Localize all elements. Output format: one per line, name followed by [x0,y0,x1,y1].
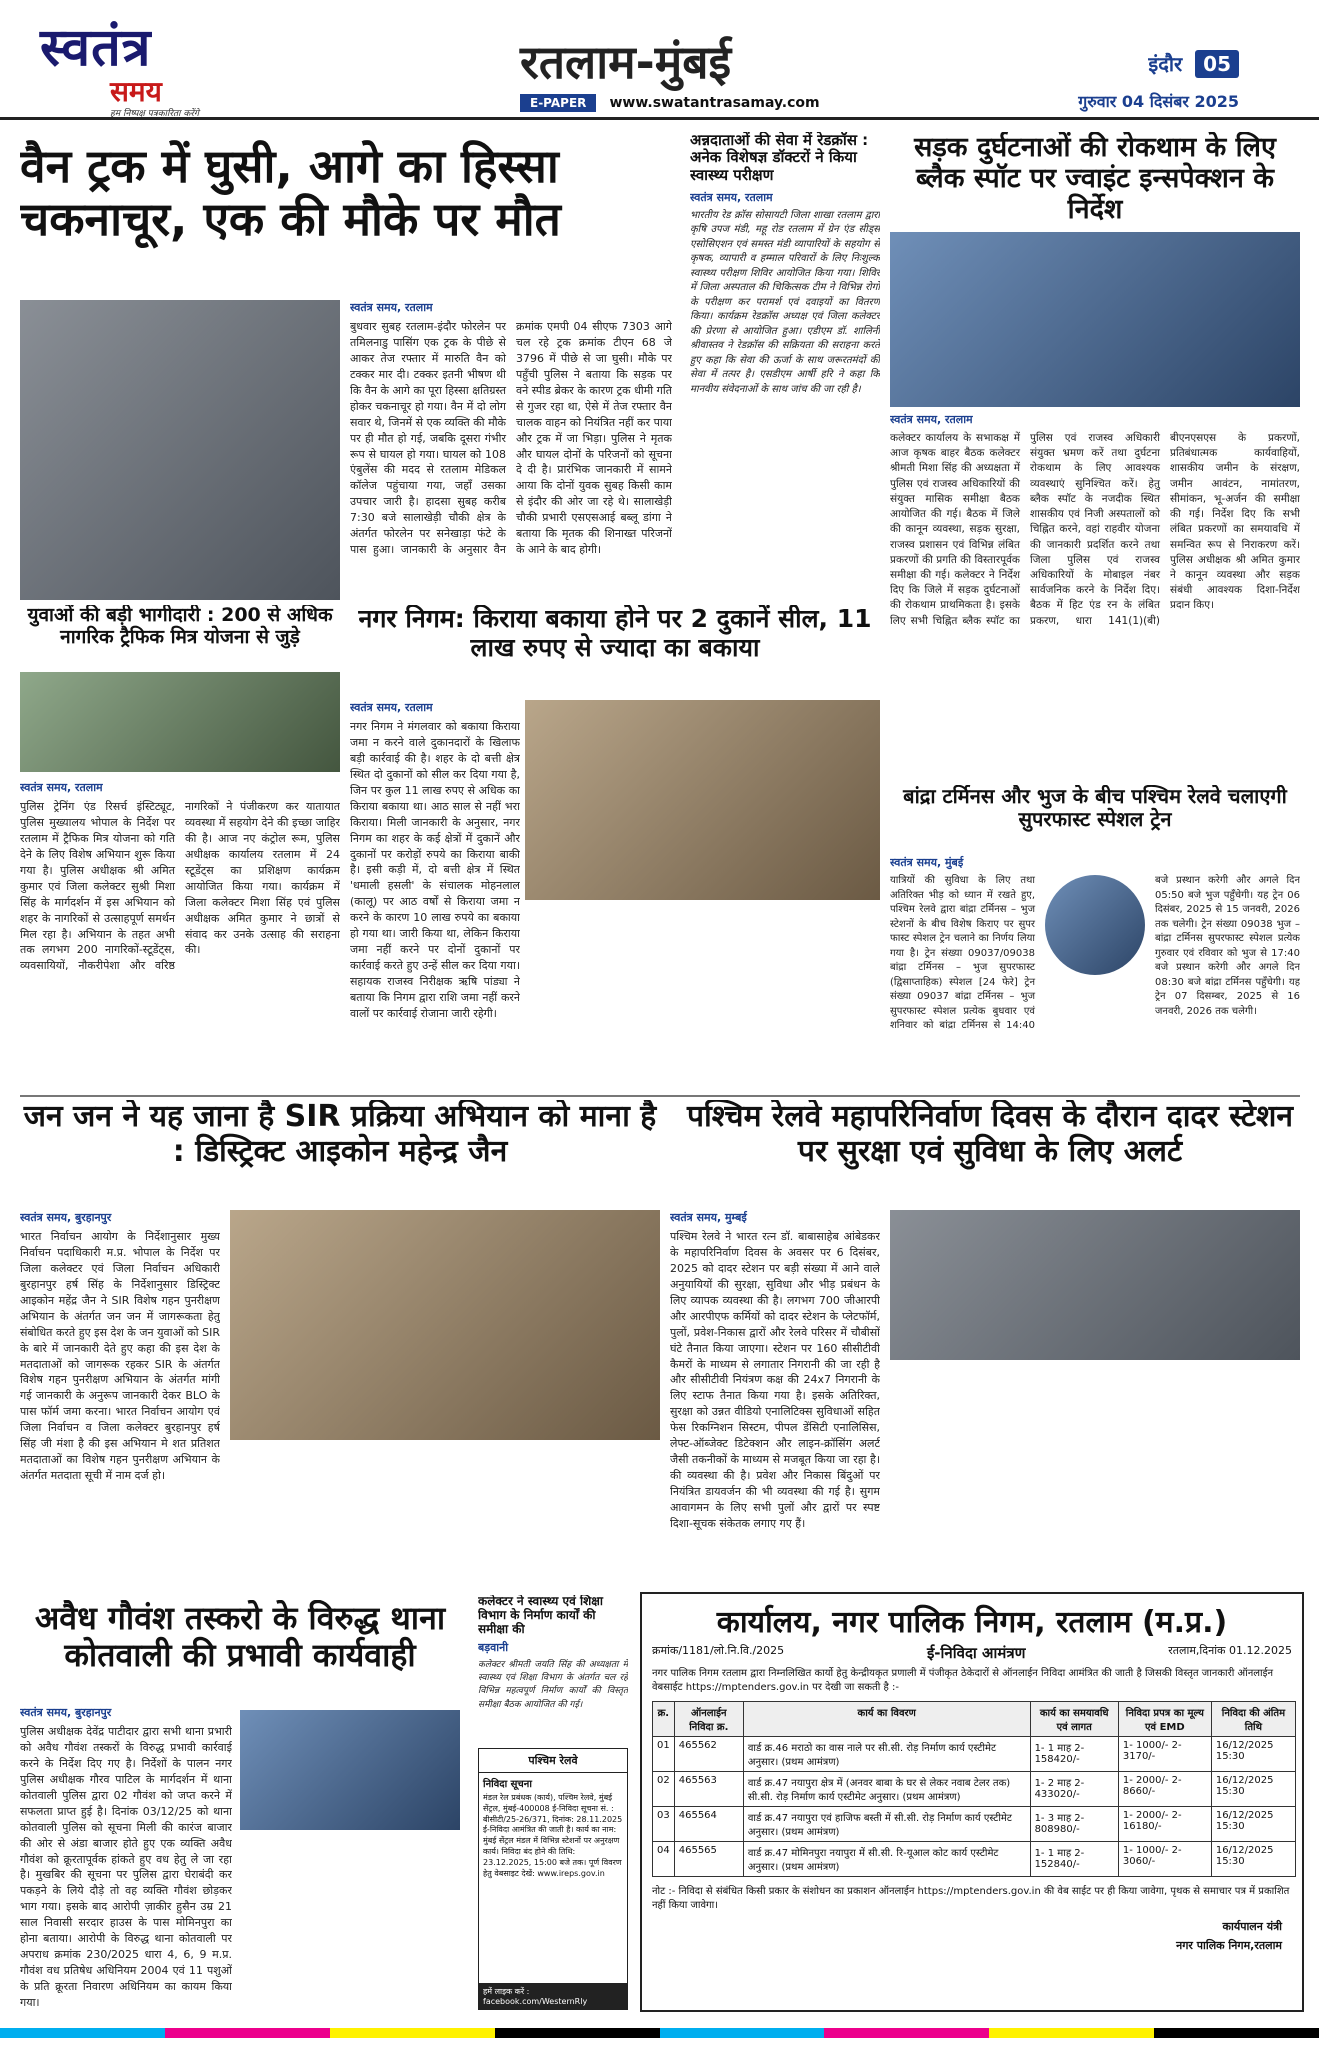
story-van-photo [20,300,340,600]
story-van-body: बुधवार सुबह रतलाम-इंदौर फोरलेन पर तमिलनाडु पासिंग एक ट्रक के पीछे से आकर तेज रफ्तार में मारुति वैन को टक्कर मार दी। टक्कर इतनी भीषण थी कि वैन के आगे का पूरा हिस्सा क्षतिग्रस्त होकर चकनाचूर हो गया। वैन में दो लोग सवार थे, जिनमें से एक व्यक्ति की मौके पर ही मौत हो गई, जबकि दूसरा गंभीर रूप से घायल हो गया। घायल को 108 एंबुलेंस की मदद से रतलाम मेडिकल कॉलेज पहुंचाया गया, जहाँ उसका उपचार जारी है। हादसा सुबह करीब 7:30 बजे सालाखेड़ी चौकी क्षेत्र के अंतर्गत फोरलेन पर सनेखाड़ा फंटे के पास हुआ। जानकारी के अनुसार वैन क्रमांक एमपी 04 सीएफ 7303 आगे चल रहे ट्रक क्रमांक टीएन 68 जे 3796 में पीछे से जा घुसी। मौके पर पहुँची पुलिस ने बताया कि सड़क पर वने स्पीड ब्रेकर के कारण ट्रक धीमी गति से गुजर रहा था, ऐसे में तेज रफ्तार वैन चालक वाहन को नियंत्रित नहीं कर पाया और ट्रक में जा भिड़ा। पुलिस ने मृतक और घायल दोनों के परिजनों को सूचना दे दी है। प्रारंभिक जानकारी में सामने आया कि दोनों युवक सुबह किसी काम से इंदौर की ओर जा रहे थे। सालाखेड़ी चौकी प्रभारी एसएसआई बब्लू डांगा ने बताया कि मृतक की शिनाख्त परिजनों के आने के बाद होगी। [350,320,672,557]
ad-body: मंडल रेल प्रबंधक (कार्य), पश्चिम रेलवे, मुंबई सेंट्रल, मुंबई-400008 ई-निविदा सूचना सं. : बीसीटी/25-26/371, दिनांक: 28.11.2025 ई-निविदा आमंत्रित की जाती है। कार्य का नाम: मुंबई सेंट्रल मंडल में विभिन्न स्टेशनों पर अनुरक्षण कार्य। निविदा बंद होने की तिथि: 23.12.2025, 15:00 बजे तक। पूर्ण विवरण हेतु वेबसाइट देखें: www.ireps.gov.in [483,1793,623,1878]
story-bandra-byline: स्वतंत्र समय, मुंबई [890,856,964,869]
story-dadar-headline: पश्चिम रेलवे महापरिनिर्वाण दिवस के दौरान दादर स्टेशन पर सुरक्षा एवं सुविधा के लिए अलर्ट [686,1100,1294,1169]
publication-date: गुरुवार 04 दिसंबर 2025 [1078,92,1239,111]
table-cell: 465563 [674,1772,743,1807]
story-gauvansh-photo [240,1710,460,1830]
header-cell: कार्य का समयावधि एवं लागत [1030,1702,1118,1737]
ad-footer[interactable]: हमें लाइक करें : facebook.com/WesternRly [479,1983,627,2009]
story-gauvansh-body: पुलिस अधीक्षक देवेंद्र पाटीदार द्वारा सभी थाना प्रभारी को अवैध गौवंश तस्करों के विरुद्ध प्रभावी कार्रवाई करने के निर्देश दिए गए है। निर्देशों के पालन नगर पुलिस अधीक्षक गौरव पाटिल के मार्गदर्शन में थाना कोतवाली पुलिस द्वारा 02 गौवंश को जप्त करने में सफलता प्राप्त हुई है। दिनांक 03/12/25 को थाना कोतवाली पुलिस को सूचना मिली की कारंज बाजार की ओर से अंडा बाजार होते हुए एक व्यक्ति अवैध गौवंश को क्रूरतापूर्वक हांकते हुए वध हेतु ले जा रहा है। मुखबिर की सूचना पर पुलिस द्वारा घेराबंदी कर पकड़ने के लिये दौड़े तो वह व्यक्ति गौवंश छोड़कर भाग गया। इसके बाद आरोपी ज़ाकीर हुसैन उम्र 21 साल निवासी सरदार हाउस के पास मोमिनपुरा का होना बताया। आरोपी के विरुद्ध थाना कोतवाली पर अपराध क्रमांक 230/2025 धारा 4, 6, 9 म.प्र. गौवंश वध प्रतिषेध अधिनियम 2004 एवं 11 पशुओं के प्रति क्रूरता निवारण अधिनियम का कायम किया गया। [20,1725,232,2009]
story-blackspot-headline: सड़क दुर्घटनाओं की रोकथाम के लिए ब्लैक स्पॉट पर ज्वाइंट इन्सपेक्शन के निर्देश [914,132,1276,226]
table-cell: 465564 [674,1807,743,1842]
story-dadar-body: पश्चिम रेलवे ने भारत रत्न डॉ. बाबासाहेब आंबेडकर के महापरिनिर्वाण दिवस के अवसर पर 6 दिसंबर, 2025 को दादर स्टेशन पर बड़ी संख्या में आने वाले अनुयायियों की सुरक्षा, सुविधा और भीड़ प्रबंधन के लिए व्यापक व्यवस्था की है। लगभग 700 जीआरपी और आरपीएफ कर्मियों को दादर स्टेशन के प्लेटफॉर्म, पुलों, प्रवेश-निकास द्वारों और रेलवे परिसर में चौबीसों घंटे तैनात किया जाएगा। स्टेशन पर 160 सीसीटीवी कैमरों के माध्यम से लगातार निगरानी की जा रही है और सीसीटीवी नियंत्रण कक्ष की 24x7 निगरानी के लिए स्टाफ तैनात किया गया है। इसके अतिरिक्त, सुरक्षा को उन्नत वीडियो एनालिटिक्स सुविधाओं सहित फेस रिकग्निशन सिस्टम, पीपल डेंसिटी एनालिसिस, लेफ्ट-ऑब्जेक्ट डिटेक्शन और लाइन-क्रॉसिंग अलर्ट जैसी तकनीकों के माध्यम से मजबूत किया जा रहा है। की व्यवस्था की है। प्रवेश और निकास बिंदुओं पर नियंत्रित डायवर्जन की भी व्यवस्था की गई है। सुगम आवागमन के लिए सभी पुलों और द्वारों पर स्पष्ट दिशा-सूचक संकेतक लगाए गए हैं। [670,1230,880,1530]
table-cell: वार्ड क्र.46 मराठो का वास नाले पर सी.सी. रोड़ निर्माण कार्य एस्टीमेट अनुसार। (प्रथम आमंत्रण) [743,1737,1030,1772]
header-cell: निविदा की अंतिम तिथि [1211,1702,1295,1737]
story-collector [478,1595,628,1745]
header-cell: क्र. [653,1702,675,1737]
story-blackspot-text [890,412,1300,767]
story-traffic-text [20,780,340,1100]
story-blackspot-photo [890,232,1300,407]
story-nagar-body: नगर निगम ने मंगलवार को बकाया किराया जमा न करने वाले दुकानदारों के खिलाफ बड़ी कार्रवाई की है। शहर के दो बत्ती क्षेत्र स्थित दो दुकानों को सील कर दिया गया है, जिन पर कुल 11 लाख रुपए से अधिक का किराया बकाया था। आठ साल से नहीं भरा किराया। मिली जानकारी के अनुसार, नगर निगम का शहर के कई क्षेत्रों में दुकानें और दुकानों पर करोड़ों रुपये का किराया बाकी है। इसी कड़ी में, दो बत्ती क्षेत्र में स्थित 'धमाली हसली' के संचालक मोहनलाल (कालू) पर आठ वर्षों से किराया जमा न करने के कारण 10 लाख रुपये का बकाया हो गया था। जारी किया था, लेकिन किराया जमा नहीं करने पर दोनों दुकानों पर कार्रवाई करते हुए उन्हें सील कर दिया गया। सहायक राजस्व निरीक्षक ऋषि पांड्या ने बताया कि निगम द्वारा राशि जमा नहीं करने वालों पर कार्रवाई रोजाना जारी रहेगी। [350,720,520,1020]
story-health-byline: स्वतंत्र समय, रतलाम [690,190,773,204]
story-nagar-text [350,700,520,1100]
color-swatch [330,2028,495,2038]
story-dadar-photo [890,1210,1300,1360]
story-dadar-text [670,1210,880,1590]
table-cell: 1- 1 माह 2- 158420/- [1030,1737,1118,1772]
story-dadar-byline: स्वतंत्र समय, मुम्बई [670,1211,747,1224]
story-health-headline: अन्नदाताओं की सेवा में रेडक्रॉस : अनेक विशेषज्ञ डॉक्टरों ने किया स्वास्थ्य परीक्षण [690,132,869,184]
story-nagar-headline: नगर निगम: किराया बकाया होने पर 2 दुकानें सील, 11 लाख रुपए से ज्यादा का बकाया [358,605,872,662]
tender-meta [642,1641,1302,1665]
story-collector-headline: कलेक्टर ने स्वास्थ्य एवं शिक्षा विभाग के निर्माण कार्यों की समीक्षा की [478,1595,603,1636]
section-divider [20,1095,1300,1097]
table-cell: 03 [653,1807,675,1842]
masthead [0,0,1319,120]
story-gauvansh [20,1600,460,1700]
story-sir-byline: स्वतंत्र समय, बुरहानपुर [20,1211,112,1224]
color-swatch [824,2028,989,2038]
tender-title: कार्यालय, नगर पालिक निगम, रतलाम (म.प्र.) [716,1605,1228,1640]
table-cell: 1- 2000/- 2- 16180/- [1118,1807,1211,1842]
header-cell: ऑनलाईन निविदा क्र. [674,1702,743,1737]
tender-sign-office: नगर पालिक निगम,रतलाम [1176,1939,1282,1952]
table-cell: वार्ड क्र.47 नयापुरा एवं हाजिफ बस्ती में सी.सी. रोड़ निर्माण कार्य एस्टीमेट अनुसार। (प्रथम आमंत्रण) [743,1807,1030,1842]
story-nagar [350,605,880,695]
table-row [653,1737,1296,1772]
story-traffic-headline: युवाओं की बड़ी भागीदारी : 200 से अधिक नागरिक ट्रैफिक मित्र योजना से जुड़े [27,605,333,648]
tender-sign-title: कार्यपालन यंत्री [1222,1920,1282,1933]
city-label [1148,50,1239,78]
story-sir [20,1100,660,1210]
table-cell: 1- 3 माह 2- 808980/- [1030,1807,1118,1842]
table-cell: 1- 1000/- 2- 3170/- [1118,1737,1211,1772]
tender-notice [640,1592,1304,2012]
table-row [653,1807,1296,1842]
table-cell: 1- 2000/- 2- 8660/- [1118,1772,1211,1807]
story-collector-byline: बड़वानी [478,1641,509,1655]
tender-type: ई-निविदा आमंत्रण [926,1644,1026,1662]
story-sir-photo [230,1210,660,1440]
header-cell: निविदा प्रपत्र का मूल्य एवं EMD [1118,1702,1211,1737]
tender-table [652,1701,1296,1877]
story-van-text [350,300,672,600]
story-health [690,132,880,612]
story-sir-text [20,1210,220,1590]
story-van-headline: वैन ट्रक में घुसी, आगे का हिस्सा चकनाचूर, एक की मौके पर मौत [20,140,561,246]
story-blackspot-body: कलेक्टर कार्यालय के सभाकक्ष में आज कृषक बाहर बैठक कलेक्टर श्रीमती मिशा सिंह की अध्यक्षता में पुलिस एवं राजस्व अधिकारियों की संयुक्त मासिक समीक्षा बैठक आयोजित की गई। बैठक में जिले की कानून व्यवस्था, सड़क सुरक्षा, राजस्व प्रशासन एवं विभिन्न लंबित प्रकरणों की प्रगति की विस्तारपूर्वक समीक्षा की गई। कलेक्टर ने निर्देश दिए कि जिले में सड़क दुर्घटनाओं की रोकथाम प्राथमिकता है। इसके लिए सभी चिह्नित ब्लैक स्पॉट का पुलिस एवं राजस्व अधिकारी संयुक्त भ्रमण करें तथा दुर्घटना रोकथाम के लिए आवश्यक व्यवस्थाएं सुनिश्चित करें। हेतु ब्लैक स्पॉट के नजदीक स्थित शासकीय एवं निजी अस्पतालों को चिह्नित करने, वहां राहवीर योजना की जानकारी प्रदर्शित करने तथा जिला पुलिस एवं राजस्व अधिकारियों के मोबाइल नंबर सार्वजनिक करने के निर्देश दिए। बैठक में हिट एंड रन के लंबित प्रकरण, धारा 141(1)(बी) बीएनएसएस के प्रकरणों, प्रतिबंधात्मक कार्यवाहियों, शासकीय जमीन के संरक्षण, जमीन आवंटन, नामांतरण, सीमांकन, भू-अर्जन की समीक्षा की गई। निर्देश दिए कि सभी लंबित प्रकरणों का समयावधि में समन्वित रूप से निराकरण करें। पुलिस अधीक्षक श्री अमित कुमार ने कानून व्यवस्था और सड़क संबंधी आवश्यक दिशा-निर्देश प्रदान किए। [890,432,1300,627]
table-cell: 04 [653,1842,675,1877]
print-color-strip [0,2028,1319,2038]
story-gauvansh-text [20,1705,232,2015]
western-railway-ad [478,1748,628,2010]
story-traffic-byline: स्वतंत्र समय, रतलाम [20,781,103,794]
table-cell: 01 [653,1737,675,1772]
story-van-byline: स्वतंत्र समय, रतलाम [350,301,433,314]
story-bandra [890,785,1300,855]
color-swatch [989,2028,1154,2038]
header-cell: कार्य का विवरण [743,1702,1030,1737]
table-cell: वार्ड क्र.47 नयापुरा क्षेत्र में (अनवर बाबा के घर से लेकर नवाब टेलर तक) सी.सी. रोड़ निर्माण कार्य एस्टीमेट अनुसार। (प्रथम आमंत्रण) [743,1772,1030,1807]
newspaper-logo [40,18,260,119]
logo-tagline: हम निष्पक्ष पत्रकारिता करेंगे [110,109,199,119]
tender-intro: नगर पालिक निगम रतलाम द्वारा निम्नलिखित कार्यो हेतु केन्द्रीयकृत प्रणाली में पंजीकृत ठेकेदारों से ऑनलाईन निविदा आमंत्रित की जाती है जिसकी विस्तृत जानकारी ऑनलाईन वेबसाईट https://mptenders.gov.in पर देखी जा सकती है :- [652,1668,1274,1693]
story-blackspot-byline: स्वतंत्र समय, रतलाम [890,413,973,426]
story-collector-body: कलेक्टर श्रीमती जयति सिंह की अध्यक्षता में स्वास्थ्य एवं शिक्षा विभाग के अंतर्गत चल रहे विभिन्न महत्वपूर्ण निर्माण कार्यों की विस्तृत समीक्षा बैठक आयोजित की गई। [478,1660,628,1710]
table-cell: 16/12/2025 15:30 [1211,1772,1295,1807]
tender-place-date: रतलाम,दिनांक 01.12.2025 [1168,1644,1292,1657]
ad-subtitle: निविदा सूचना [483,1779,532,1790]
story-nagar-photo [525,700,880,900]
tender-ref: क्रमांक/1181/लो.नि.वि./2025 [652,1644,785,1657]
table-cell: 16/12/2025 15:30 [1211,1807,1295,1842]
page-number: 05 [1195,50,1239,78]
table-cell: 02 [653,1772,675,1807]
color-swatch [495,2028,660,2038]
story-bandra-headline: बांद्रा टर्मिनस और भुज के बीच पश्चिम रेलवे चलाएगी सुपरफास्ट स्पेशल ट्रेन [903,785,1287,831]
city-name: इंदौर [1148,52,1183,76]
story-traffic [20,605,340,675]
story-health-body: भारतीय रेड क्रॉस सोसायटी जिला शाखा रतलाम द्वारा कृषि उपज मंडी, महू रोड रतलाम में ग्रेन एंड सीड्स एसोसिएशन एवं समस्त मंडी व्यापारियों के सहयोग से कृषक, व्यापारी व हम्माल परिवारों के लिए निःशुल्क स्वास्थ्य परीक्षण शिविर आयोजित किया गया। शिविर में जिला अस्पताल की चिकित्सक टीम ने विभिन्न रोगों के परीक्षण कर परामर्श एवं दवाइयों का वितरण किया। कार्यक्रम रेडक्रॉस अध्यक्ष एवं जिला कलेक्टर की प्रेरणा से आयोजित हुआ। एडीएम डॉ. शालिनी श्रीवास्तव ने रेडक्रॉस की सक्रियता की सराहना करते हुए कहा कि सेवा की ऊर्जा के साथ जरूरतमंदों की सेवा में तत्पर है। एसडीएम आर्षी हरि ने कहा कि मानवीय संवेदनाओं के साथ जांच की जा रही है। [690,209,880,395]
table-cell: 16/12/2025 15:30 [1211,1737,1295,1772]
table-cell: वार्ड क्र.47 मोमिनपुरा नयापुरा में सी.सी. रि-यूआल कोट कार्य एस्टीमेट अनुसार। (प्रथम आमंत्रण) [743,1842,1030,1877]
story-gauvansh-byline: स्वतंत्र समय, बुरहानपुर [20,1706,112,1719]
story-traffic-body: पुलिस ट्रेनिंग एंड रिसर्च इंस्टिट्यूट, पुलिस मुख्यालय भोपाल के निर्देश पर रतलाम में ट्रैफिक मित्र योजना को गति देने के लिए विशेष अभियान शुरू किया गया है। पुलिस अधीक्षक श्री अमित कुमार एवं जिला कलेक्टर सुश्री मिशा सिंह के मार्गदर्शन में इस अभियान को शहर के नागरिकों से उत्साहपूर्ण समर्थन मिल रहा है। अभियान के तहत अभी तक लगभग 200 नागरिकों-स्टूडेंट्स, व्यवसायियों, नौकरीपेशा और वरिष्ठ नागरिकों ने पंजीकरण कर यातायात व्यवस्था में सहयोग देने की इच्छा जाहिर की है। आज नए कंट्रोल रूम, पुलिस अधीक्षक कार्यालय रतलाम में 24 स्टूडेंट्स का प्रशिक्षण कार्यक्रम आयोजित किया गया। कार्यक्रम में जिला कलेक्टर मिशा सिंह एवं पुलिस अधीक्षक अमित कुमार ने छात्रों से संवाद कर उनके उत्साह की सराहना की। [20,800,340,973]
table-cell: 465565 [674,1842,743,1877]
color-swatch [0,2028,165,2038]
color-swatch [660,2028,825,2038]
table-cell: 1- 1000/- 2- 3060/- [1118,1842,1211,1877]
color-swatch [1154,2028,1319,2038]
color-swatch [165,2028,330,2038]
story-dadar [670,1100,1310,1210]
tender-table-header [653,1702,1296,1737]
story-bandra-text [890,855,1300,1105]
epaper-bar [520,92,940,112]
story-sir-headline: जन जन ने यह जाना है SIR प्रक्रिया अभियान को माना है : डिस्ट्रिक्ट आइकोन महेन्द्र जैन [23,1100,657,1169]
logo-main-text: स्वतंत्र [40,18,152,78]
epaper-url[interactable]: www.swatantrasamay.com [609,95,820,111]
story-nagar-byline: स्वतंत्र समय, रतलाम [350,701,433,714]
table-row [653,1842,1296,1877]
story-sir-body: भारत निर्वाचन आयोग के निर्देशानुसार मुख्य निर्वाचन पदाधिकारी म.प्र. भोपाल के निर्देश पर जिला कलेक्टर एवं जिला निर्वाचन अधिकारी बुरहानपुर हर्ष सिंह के निर्देशानुसार डिस्ट्रिक्ट आइकोन महेंद्र जैन ने SIR विशेष गहन पुनरीक्षण अभियान के अंतर्गत जन जन में जागरूकता हेतु संबोधित करते हुए इस देश के जन युवाओं को SIR के बारे में जानकारी देते हुए कहा की इस देश के मतदाताओं को जागरूक रहकर SIR के अंतर्गत विशेष गहन पुनरीक्षण अभियान के अंतर्गत मांगी गई जानकारी के अनुरूप जानकारी देकर BLO के पास फॉर्म जमा करना। भारत निर्वाचन आयोग एवं जिला निर्वाचन व जिला कलेक्टर बुरहानपुर हर्ष सिंह जी मंशा है की इस अभियान मे शत प्रतिशत मतदाताओं का विशेष गहन पुनरीक्षण अभियान के अंतर्गत मतदाता सूची में नाम दर्ज हो। [20,1230,220,1483]
table-cell: 1- 2 माह 2- 433020/- [1030,1772,1118,1807]
epaper-label: E-PAPER [520,94,596,112]
table-cell: 465562 [674,1737,743,1772]
tender-note: नोट :- निविदा से संबंधित किसी प्रकार के संशोधन का प्रकाशन ऑनलाईन https://mptenders.gov.in की वेब साईट पर ही किया जावेगा, पृथक से समाचार पत्र में प्रकाशित नहीं किया जावेगा। [652,1886,1290,1911]
story-traffic-photo [20,672,340,772]
edition-title: रतलाम-मुंबई [520,35,732,89]
table-cell: 1- 1 माह 2- 152840/- [1030,1842,1118,1877]
table-cell: 16/12/2025 15:30 [1211,1842,1295,1877]
logo-sub-text: समय [110,75,162,108]
story-gauvansh-headline: अवैध गौवंश तस्करो के विरुद्ध थाना कोतवाली की प्रभावी कार्यवाही [34,1600,446,1674]
table-row [653,1772,1296,1807]
story-blackspot [890,132,1300,232]
story-van [20,140,670,300]
story-bandra-body: यात्रियों की सुविधा के लिए तथा अतिरिक्त भीड़ को ध्यान में रखते हुए, पश्चिम रेलवे द्वारा बांद्रा टर्मिनस – भुज स्टेशनों के बीच विशेष किराए पर सुपर फास्ट स्पेशल ट्रेन चलाने का निर्णय लिया गया है। ट्रेन संख्या 09037/09038 बांद्रा टर्मिनस – भुज सुपरफास्ट (द्विसाप्ताहिक) स्पेशल [24 फेरे] ट्रेन संख्या 09037 बांद्रा टर्मिनस – भुज सुपरफास्ट स्पेशल प्रत्येक बुधवार एवं शनिवार को बांद्रा टर्मिनस से 14:40 बजे प्रस्थान करेगी और अगले दिन 05:50 बजे भुज पहुँचेगी। यह ट्रेन 06 दिसंबर, 2025 से 15 जनवरी, 2026 तक चलेगी। ट्रेन संख्या 09038 भुज – बांद्रा टर्मिनस सुपरफास्ट स्पेशल प्रत्येक गुरुवार एवं रविवार को भुज से 17:40 बजे प्रस्थान करेगी और अगले दिन 08:30 बजे बांद्रा टर्मिनस पहुँचेगी। यह ट्रेन 07 दिसम्बर, 2025 से 16 जनवरी, 2026 तक चलेगी। [890,875,1300,1031]
ad-title: पश्चिम रेलवे [479,1749,627,1773]
